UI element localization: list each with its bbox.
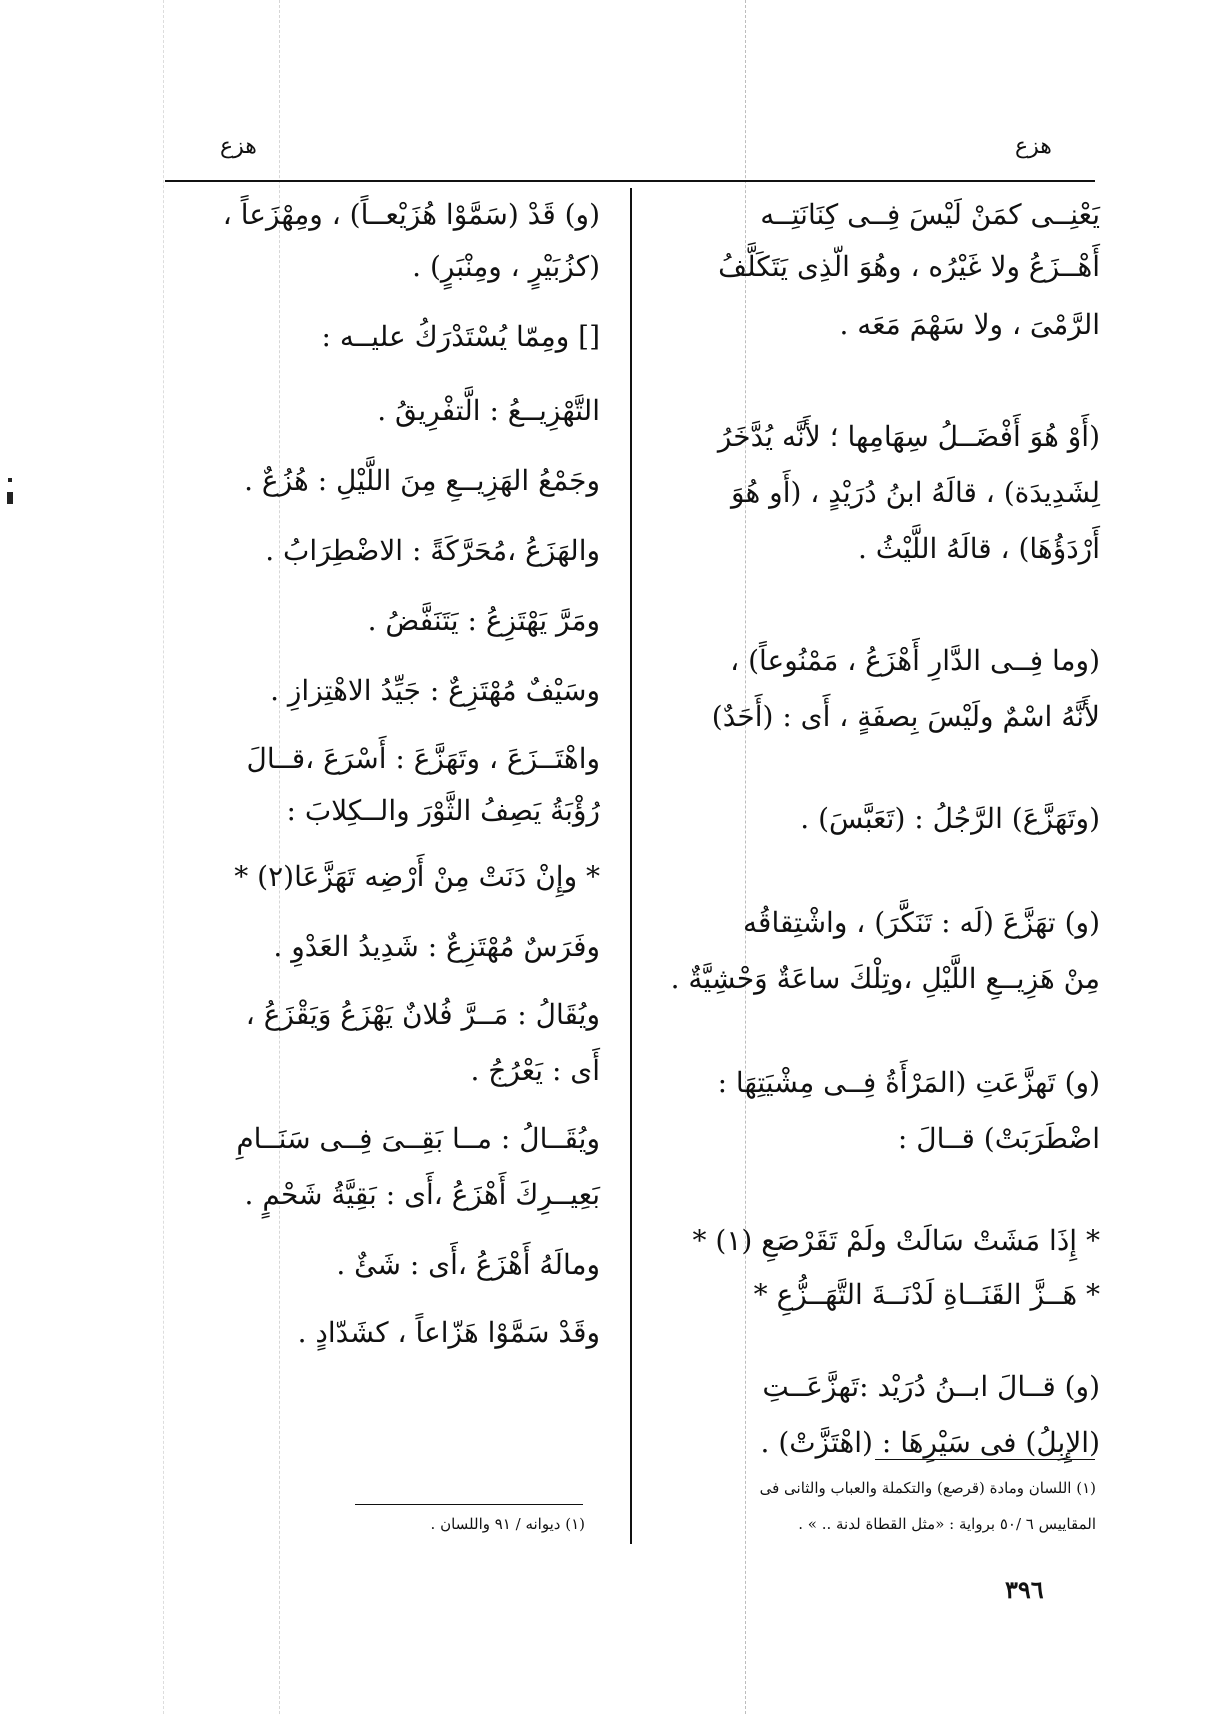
text-line: يَعْنِــى كمَنْ لَيْسَ فِــى كِنَانَتِــه xyxy=(760,198,1100,231)
text-line: * هَــزَّ القَنَــاةِ لَدْنَــةَ التَّهَــزُّعِ * xyxy=(753,1278,1100,1311)
text-line: * إِذَا مَشَتْ سَالَتْ ولَمْ تَقَرْصَعِ (١) * xyxy=(692,1224,1100,1257)
footnote-rule-left xyxy=(355,1504,583,1505)
page-number: ٣٩٦ xyxy=(1005,1575,1044,1604)
footnote-line: (١) ديوانه / ٩١ واللسان . xyxy=(430,1515,585,1533)
scan-fold-line xyxy=(163,0,164,1714)
text-line: واهْتَــزَعَ ، وتَهَزَّعَ : أَسْرَعَ ،قــالَ xyxy=(246,742,600,775)
text-line: (وما فِــى الدَّارِ أَهْزَعُ ، مَمْنُوعاً) ، xyxy=(730,644,1100,677)
footnote-line: (١) اللسان ومادة (قرصع) والتكملة والعباب والثانى فى xyxy=(759,1479,1096,1497)
text-line: ويُقَــالُ : مــا بَقِــىَ فِــى سَنَــامِ xyxy=(236,1122,600,1155)
text-line: (وتَهَزَّعَ) الرَّجُلُ : (تَعَبَّسَ) . xyxy=(800,802,1100,835)
text-line: أَرْدَؤُهَا) ، قالَهُ اللَّيْثُ . xyxy=(857,532,1100,565)
text-line: أَى : يَعْرُجُ . xyxy=(470,1054,600,1087)
scan-speck-mark xyxy=(6,478,14,506)
text-line: ويُقَالُ : مَــرَّ فُلانٌ يَهْزَعُ وَيَقْزَعُ ، xyxy=(245,998,600,1031)
text-line: ومَرَّ يَهْتَزِعُ : يَتَنَفَّضُ . xyxy=(367,604,600,637)
scan-fold-line xyxy=(279,0,280,1714)
text-line: رُؤْبَةُ يَصِفُ الثَّوْرَ والــكِلابَ : xyxy=(286,794,600,827)
text-line: والهَزَعُ ،مُحَرَّكَةً : الاضْطِرَابُ . xyxy=(265,534,600,567)
column-divider xyxy=(630,188,632,1544)
text-line: بَعِيــرِكَ أَهْزَعُ ،أَى : بَقِيَّةُ شَحْمٍ . xyxy=(244,1178,600,1211)
text-line: أَهْــزَعُ ولا غَيْرُه ، وهُوَ الّذِى يَتَكَلَّفُ xyxy=(718,250,1100,283)
text-line: (و) تهَزَّعَ (لَه : تَنَكَّرَ) ، واشْتِقاقُه xyxy=(743,906,1100,939)
text-line: (و) قَدْ (سَمَّوْا هُزَيْعــاً) ، ومِهْزَعاً ، xyxy=(222,198,600,231)
text-line: (و) تَهزَّعَتِ (المَرْأَةُ فِــى مِشْيَتِهَا : xyxy=(717,1066,1100,1099)
footnote-right xyxy=(660,1470,1096,1542)
running-header-right: هزع xyxy=(1015,134,1052,159)
text-line: [] ومِمّا يُسْتَدْرَكُ عليــه : xyxy=(321,320,600,353)
text-line: (و) قــالَ ابــنُ دُرَيْد :تَهزَّعَــتِ xyxy=(762,1370,1100,1403)
text-line: (كزُبَيْرٍ ، ومِنْبَرٍ) . xyxy=(412,250,600,283)
text-line: * وإِنْ دَنَتْ مِنْ أَرْضِه تَهَزَّعَا(٢) * xyxy=(234,860,600,893)
footnote-left xyxy=(330,1515,585,1533)
text-line: الرَّمْىَ ، ولا سَهْمَ مَعَه . xyxy=(839,308,1100,341)
text-line: (الإِبِلُ) فى سَيْرِهَا : (اهْتَزَّتْ) . xyxy=(760,1426,1100,1459)
running-header-left: هزع xyxy=(220,134,257,159)
footnote-line: المقاييس ٦ /٥٠ برواية : «مثل القطاة لدنة .. » . xyxy=(798,1515,1096,1533)
text-line: اضْطَرَبَتْ) قــالَ : xyxy=(897,1122,1100,1155)
text-line: لِشَدِيدَة) ، قالَهُ ابنُ دُرَيْدٍ ، (أَو هُوَ xyxy=(731,476,1100,509)
text-line: وفَرَسٌ مُهْتَزِعٌ : شَدِيدُ العَدْوِ . xyxy=(273,930,600,963)
text-line: مِنْ هَزِيــعِ اللَّيْلِ ،وتِلْكَ ساعَةٌ وَحْشِيَّةٌ . xyxy=(670,962,1100,995)
text-line: (أَوْ هُوَ أَفْضَــلُ سِهَامِها ؛ لأَنَّه يُدَّخَرُ xyxy=(717,420,1100,453)
text-line: وقَدْ سَمَّوْا هَزّاعاً ، كشَدّادٍ . xyxy=(297,1316,600,1349)
header-rule xyxy=(165,180,1095,182)
text-line: ومالَهُ أَهْزَعُ ،أَى : شَئٌ . xyxy=(336,1248,600,1281)
footnote-rule-right xyxy=(875,1459,1095,1460)
text-line: وسَيْفٌ مُهْتَزِعٌ : جَيِّدُ الاهْتِزازِ . xyxy=(270,674,600,707)
text-line: وجَمْعُ الهَزِيــعِ مِنَ اللَّيْلِ : هُزُعٌ . xyxy=(244,464,600,497)
text-line: لأَنَّهُ اسْمٌ ولَيْسَ بِصفَةٍ ، أَى : (أَحَدٌ) xyxy=(711,700,1100,733)
text-line: التَّهْزِيــعُ : الَّتفْرِيقُ . xyxy=(377,394,600,427)
